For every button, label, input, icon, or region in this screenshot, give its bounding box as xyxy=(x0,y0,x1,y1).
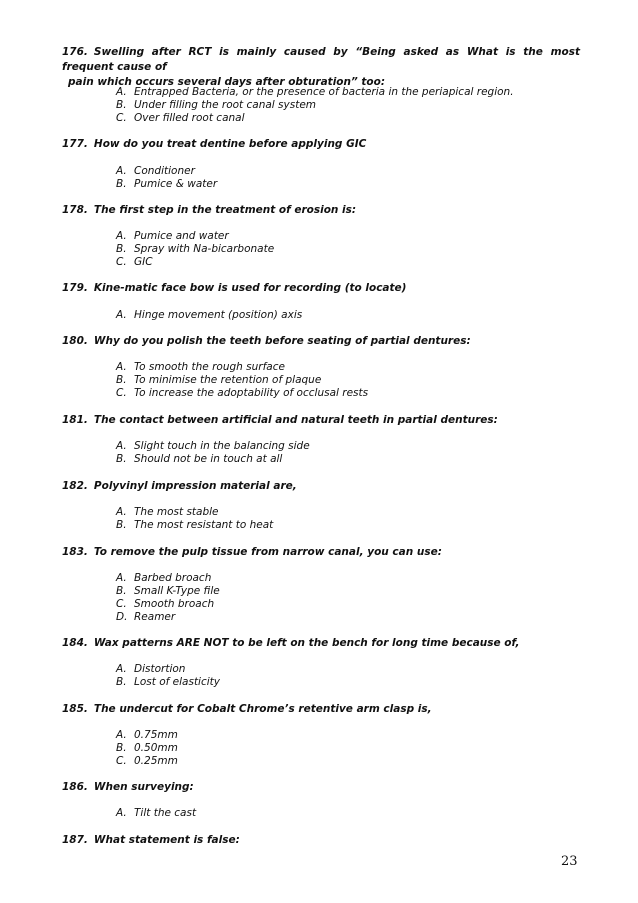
option-a: A. Hinge movement (position) axis xyxy=(116,309,303,321)
question-181 xyxy=(62,413,580,428)
option-b: B. Spray with Na-bicarbonate xyxy=(116,243,275,255)
options-185 xyxy=(116,729,586,768)
option-c: C. GIC xyxy=(116,256,153,268)
question-number: 185. xyxy=(62,703,88,715)
options-181 xyxy=(116,440,586,466)
question-number: 186. xyxy=(62,781,88,793)
options-179 xyxy=(116,309,586,322)
question-text: The first step in the treatment of erosion is: xyxy=(93,204,357,216)
question-number: 179. xyxy=(62,282,88,294)
question-text: When surveying: xyxy=(93,781,194,793)
question-text: What statement is false: xyxy=(93,834,240,846)
option-a: A. Conditioner xyxy=(116,165,195,177)
option-c: C. Smooth broach xyxy=(116,598,215,610)
question-number: 181. xyxy=(62,414,88,426)
option-b: B. Should not be in touch at all xyxy=(116,453,283,465)
option-a: A. Pumice and water xyxy=(116,230,229,242)
question-text: Swelling after RCT is mainly caused by “Being asked as What is the most frequent cause of xyxy=(62,46,580,73)
question-number: 180. xyxy=(62,335,88,347)
option-a: A. Tilt the cast xyxy=(116,807,197,819)
question-187 xyxy=(62,833,580,848)
options-182 xyxy=(116,506,586,532)
question-number: 184. xyxy=(62,637,88,649)
options-176 xyxy=(116,86,586,125)
question-text: To remove the pulp tissue from narrow canal, you can use: xyxy=(93,546,442,558)
option-a: A. To smooth the rough surface xyxy=(116,361,285,373)
option-b: B. Lost of elasticity xyxy=(116,676,220,688)
option-c: C. To increase the adoptability of occlusal rests xyxy=(116,387,369,399)
question-179 xyxy=(62,281,580,296)
options-183 xyxy=(116,572,586,624)
option-a: A. The most stable xyxy=(116,506,219,518)
question-180 xyxy=(62,334,580,349)
options-186 xyxy=(116,807,586,820)
question-text-continued: pain which occurs several days after obturation” too: xyxy=(68,76,386,88)
question-number: 178. xyxy=(62,204,88,216)
option-d: D. Reamer xyxy=(116,611,176,623)
option-c: C. 0.25mm xyxy=(116,755,178,767)
question-number: 176. xyxy=(62,46,88,58)
question-number: 182. xyxy=(62,480,88,492)
option-a: A. Barbed broach xyxy=(116,572,212,584)
options-177 xyxy=(116,165,586,191)
question-text: Kine-matic face bow is used for recording (to locate) xyxy=(93,282,407,294)
question-text: How do you treat dentine before applying GIC xyxy=(93,138,367,150)
question-176 xyxy=(62,45,580,90)
question-182 xyxy=(62,479,580,494)
question-number: 183. xyxy=(62,546,88,558)
question-185 xyxy=(62,702,580,717)
question-178 xyxy=(62,203,580,218)
option-b: B. The most resistant to heat xyxy=(116,519,274,531)
option-a: A. Distortion xyxy=(116,663,186,675)
question-text: The contact between artificial and natural teeth in partial dentures: xyxy=(93,414,498,426)
option-b: B. Pumice & water xyxy=(116,178,218,190)
question-text: Wax patterns ARE NOT to be left on the bench for long time because of, xyxy=(93,637,520,649)
question-text: Why do you polish the teeth before seating of partial dentures: xyxy=(93,335,471,347)
option-c: C. Over filled root canal xyxy=(116,112,245,124)
option-a: A. Entrapped Bacteria, or the presence of bacteria in the periapical region. xyxy=(116,86,514,98)
option-b: B. 0.50mm xyxy=(116,742,178,754)
question-177 xyxy=(62,137,580,152)
option-b: B. Small K-Type file xyxy=(116,585,220,597)
question-184 xyxy=(62,636,580,651)
question-186 xyxy=(62,780,580,795)
question-text: The undercut for Cobalt Chrome’s retentive arm clasp is, xyxy=(93,703,432,715)
option-a: A. 0.75mm xyxy=(116,729,178,741)
page-number: 23 xyxy=(561,854,578,869)
options-184 xyxy=(116,663,586,689)
options-180 xyxy=(116,361,586,400)
question-183 xyxy=(62,545,580,560)
question-text: Polyvinyl impression material are, xyxy=(93,480,297,492)
options-178 xyxy=(116,230,586,269)
question-number: 187. xyxy=(62,834,88,846)
option-b: B. To minimise the retention of plaque xyxy=(116,374,322,386)
option-b: B. Under filling the root canal system xyxy=(116,99,317,111)
question-number: 177. xyxy=(62,138,88,150)
option-a: A. Slight touch in the balancing side xyxy=(116,440,310,452)
